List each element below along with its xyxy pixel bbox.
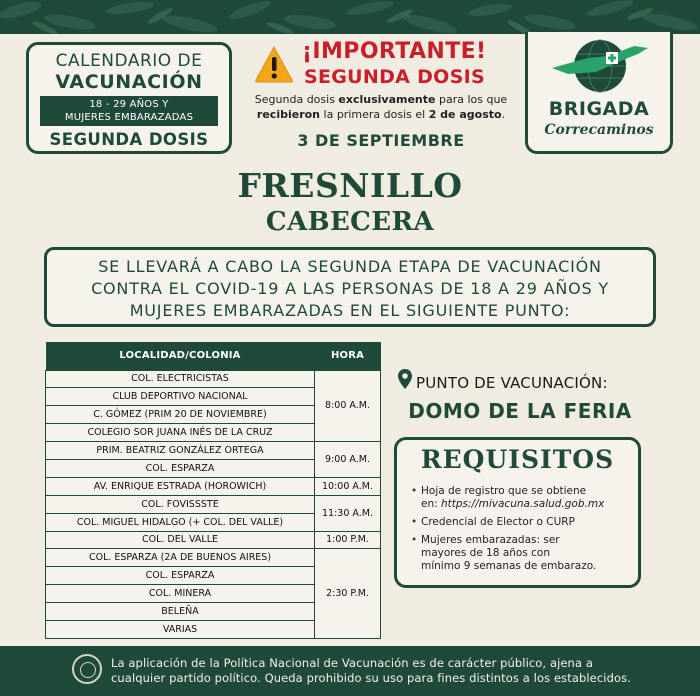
notice-subtitle: SEGUNDA DOSIS [304,66,485,88]
roadrunner-globe-logo [548,38,652,94]
locality-cell: COLEGIO SOR JUANA INÉS DE LA CRUZ [46,424,315,442]
site-value: DOMO DE LA FERIA [408,399,632,423]
brigade-subtitle: Correcaminos [544,122,654,138]
locality-cell: COL. DEL VALLE [46,531,315,549]
brigade-box [525,32,673,154]
locality-column-header: LOCALIDAD/COLONIA [46,342,315,370]
legal-line1: La aplicación de la Política Nacional de Vacunación es de carácter público, ajena a [111,656,594,670]
city-title: FRESNILLO [237,166,463,205]
locality-cell: COL. ESPARZA [46,567,315,585]
bullet-icon: • [411,485,418,497]
notice-desc-part2: para los que [435,93,508,106]
locality-cell: COL. MINERA [46,585,315,603]
age-group-line2: MUJERES EMBARAZADAS [64,112,194,123]
leaf-pattern [0,0,700,34]
table-row [46,370,381,388]
locality-cell: COL. MIGUEL HIDALGO (+ COL. DEL VALLE) [46,513,315,531]
locality-cell: VARIAS [46,620,315,638]
registration-url-link[interactable]: https://mivacuna.salud.gob.mx [441,498,605,510]
notice-desc-bold2: recibieron [256,108,321,121]
second-dose-date: 3 DE SEPTIEMBRE [297,131,465,150]
legal-disclaimer [111,656,671,686]
notice-desc-bold1: exclusivamente [338,93,436,106]
locality-cell: COL. ELECTRICISTAS [46,370,315,388]
national-seal-icon [72,654,102,684]
requirements-box [394,437,641,588]
notice-desc-part4: . [501,108,506,121]
announcement-box [44,247,656,327]
notice-description [250,92,512,122]
list-item [411,485,633,511]
locality-cell: COL. ESPARZA [46,459,315,477]
notice-desc-part3: la primera dosis el [320,108,429,121]
calendar-dose-label: SEGUNDA DOSIS [49,130,209,149]
requirement-1-line1: Hoja de registro que se obtiene [421,485,587,497]
notice-desc-part1: Segunda dosis [254,93,339,106]
requirement-3-line3: mínimo 9 semanas de embarazo. [421,560,597,572]
calendar-box [26,42,232,154]
warning-icon [254,45,294,83]
notice-desc-bold3: 2 de agosto [428,108,502,121]
table-row [46,477,381,495]
table-row [46,442,381,460]
table-row [46,549,381,567]
top-decorative-band [0,0,700,34]
locality-cell: PRIM. BEATRIZ GONZÁLEZ ORTEGA [46,442,315,460]
list-item [411,516,633,529]
calendar-title-line2: VACUNACIÓN [55,71,203,93]
legal-line2: cualquier partido político. Queda prohibido su uso para fines distintos a los establecidos. [111,671,631,685]
hour-column-header: HORA [315,342,381,370]
requirement-3-line2: mayores de 18 años con [421,547,550,559]
table-row [46,531,381,549]
schedule-header-row [46,342,381,370]
list-item [411,534,633,573]
bullet-icon: • [411,516,418,528]
announcement-line3: MUJERES EMBARAZADAS EN EL SIGUIENTE PUNTO: [129,301,571,320]
age-group-band [40,96,218,126]
hour-cell: 1:00 P.M. [315,531,381,549]
locality-cell: CLUB DEPORTIVO NACIONAL [46,388,315,406]
hour-cell: 11:30 A.M. [315,495,381,531]
announcement-line1: SE LLEVARÁ A CABO LA SEGUNDA ETAPA DE VACUNACIÓN [98,257,602,276]
map-pin-icon [397,368,413,390]
zone-title: CABECERA [265,207,435,237]
site-label: PUNTO DE VACUNACIÓN: [416,374,608,392]
locality-cell: BELEÑA [46,603,315,621]
locality-cell: COL. FOVISSSTE [46,495,315,513]
footer-band [0,646,700,696]
requirement-2: Credencial de Elector o CURP [421,516,575,528]
age-group-line1: 18 - 29 AÑOS Y [89,99,169,110]
requirements-title: REQUISITOS [420,445,615,474]
hour-cell: 10:00 A.M. [315,477,381,495]
announcement-line2: CONTRA EL COVID-19 A LAS PERSONAS DE 18 A 29 AÑOS Y [91,279,609,298]
locality-cell: AV. ENRIQUE ESTRADA (HOROWICH) [46,477,315,495]
hour-cell: 8:00 A.M. [315,370,381,442]
requirement-1-prefix: en: [421,498,441,510]
table-row [46,495,381,513]
locality-cell: COL. ESPARZA (2A DE BUENOS AIRES) [46,549,315,567]
brigade-name: BRIGADA [548,98,650,120]
schedule-table [45,342,381,639]
requirement-3-line1: Mujeres embarazadas: ser [421,534,560,546]
hour-cell: 2:30 P.M. [315,549,381,638]
hour-cell: 9:00 A.M. [315,442,381,478]
bullet-icon: • [411,534,418,546]
notice-title: ¡IMPORTANTE! [302,39,487,64]
requirements-list [411,485,633,578]
locality-cell: C. GÓMEZ (PRIM 20 DE NOVIEMBRE) [46,406,315,424]
calendar-title-line1: CALENDARIO DE [55,51,203,71]
